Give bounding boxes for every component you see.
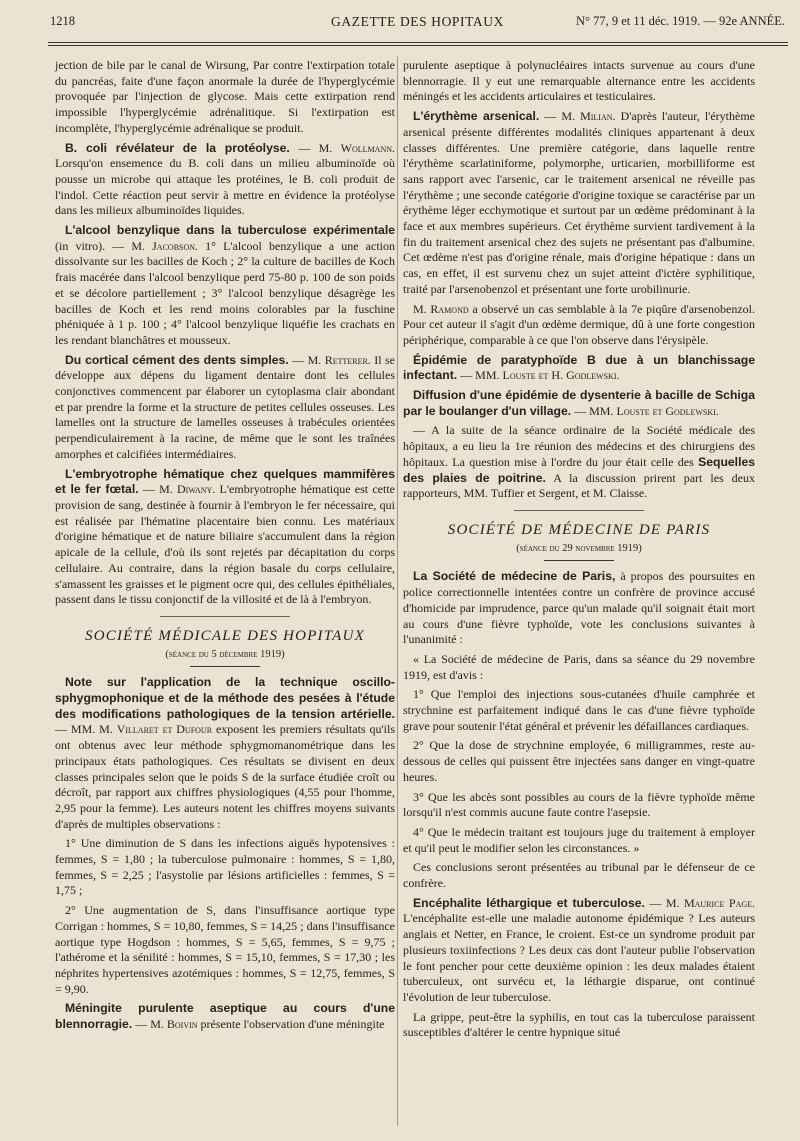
paragraph-text: jection de bile par le canal de Wirsung, Par contre l'extirpation totale du pancréas, faite d'une façon anormale la durée de l'hyperglycémie provoquée par l'injection de glycose. Mais cette extirpation rend impossible l'hyperglycémie adrénalitique. Si l'extirpation est incomplète, l'hyperglycémie adrénalique se produit. [55, 58, 395, 135]
article-author: Louste et Godlewski. [616, 403, 719, 418]
article-paragraph: « La Société de médecine de Paris, dans sa séance du 29 novembre 1919, est d'avis : [403, 651, 755, 682]
paragraph-text: A la discussion prirent part les deux rapporteurs, MM. Tuffier et Sergent, et M. Claisse. [403, 470, 755, 501]
dash: — MM. [457, 368, 503, 383]
article-paragraph: 3° Que les abcès sont possibles au cours de la fièvre typhoïde même lorsqu'il n'est commis aucune faute contre l'asepsie. [403, 789, 755, 820]
paragraph-text: D'après l'auteur, l'érythème arsenical présente différentes modalités cliniques appartenant à deux classes différentes. Une première catégorie, dans laquelle rentre l'érythème scarlatiniforme, polymorphe, urticarien, morbilliforme est sans rapport avec l'arsenic, car le traitement arsenical ne réveille pas l'érythème ; une seconde catégorie d'origine toxique se caractérise par un érythème léger ecchymotique et surtout par un œdème prédominant à la face et aux membres supérieurs. Cet érythème survient tardivement à la fin du traitement arsenical chez des sujets ne présentant pas d'albumine. Cet œdème n'est pas d'origine rénale, mais d'origine hépatique : dans un cas, en effet, il est survenu chez un sujet atteint d'ictère syphilitique, traité par l'arsenobenzol et présentant une forte urobilinurie. [403, 109, 755, 296]
paragraph-text: 1° L'alcool benzylique a une action dissolvante sur les bacilles de Koch ; 2° la culture de bacilles de Koch frais macérée dans l'alcool benzylique perd 75-80 p. 100 de son poids et se décolore partiellement ; 3° l'alcool benzylique désagrège les bacilles de Koch et les rend moins colorables par la fuschine phéniquée à 1 p. 100 ; 4° l'alcool benzylique liquéfie les crachats en les rendant blanchâtres et mousseux. [55, 238, 395, 347]
column-divider [397, 56, 398, 1126]
article-meningite [55, 1001, 395, 1032]
section-session-date: (séance du 5 décembre 1919) [165, 648, 285, 660]
article-heading: Sequelles des plaies de poitrine. [403, 454, 756, 485]
article-continuation [403, 58, 755, 105]
journal-title: GAZETTE DES HOPITAUX [331, 14, 504, 29]
article-societe-medecine [403, 569, 755, 648]
article-author: Retterer. [324, 352, 371, 367]
left-column [55, 58, 395, 1037]
article-erytheme-arsenical [403, 109, 755, 297]
article-b-coli [55, 141, 395, 220]
paragraph-text: L'embryotrophe hématique est cette provision de sang, destinée à fournir à l'embryon le fer nécessaire, qui est réalisée par l'hématine placentaire bien connu. Les matériaux d'origine hématique et de nature biliaire s'accumulent dans la région apicale de la cellule, d'où ils sont rejetés par décapitation du corps cellulaire. Au contraire, dans la région basale du corps cellulaire, s'amassent les graisses et le pigment ocre qui, des cellules épithéliales, passent dans le tissu conjonctif de la villosité et de là à l'embryon. [55, 482, 395, 607]
article-heading: L'érythème arsenical. [413, 109, 540, 124]
article-author: Boivin [166, 1017, 198, 1032]
article-embryotrophe [55, 467, 395, 608]
section-divider [514, 510, 644, 511]
dash: — M. [289, 140, 341, 155]
dash: — M. [644, 895, 684, 910]
section-session-date: (séance du 29 novembre 1919) [516, 542, 642, 554]
dash: — MM. [571, 403, 617, 418]
article-author: M. Ramond [413, 301, 469, 316]
article-paratyphoide [403, 353, 755, 384]
article-author: Villaret et Dufour [116, 722, 213, 737]
article-heading: La Société de médecine de Paris, [413, 569, 616, 584]
article-author: Maurice Page. [683, 895, 756, 910]
article-encephalite [403, 896, 755, 1006]
section-title: SOCIÉTÉ MÉDICALE DES HOPITAUX [85, 627, 365, 644]
header-rule-double [48, 45, 788, 46]
article-continuation [55, 58, 395, 137]
article-cortical-cement [55, 353, 395, 463]
dash: — M. [132, 1017, 167, 1032]
article-oscillo-sphygmo [55, 675, 395, 832]
article-author: Louste et H. Godlewski. [502, 368, 620, 383]
article-author: Wollmann. [340, 140, 395, 155]
paragraph-text: exposent les premiers résultats qu'ils ont obtenus avec leur méthode sphygmomanométrique dans les principaux états pathologiques. Ces résultats se divisent en deux classes principales selon que le poids S de la surface étudiée croît ou décroît, par rapport aux chiffres physiologiques (4,55 pour l'homme, 2,95 pour la femme). Les auteurs notent les chiffres moyens suivants d'après de multiples observations : [55, 722, 395, 831]
article-heading: L'embryotrophe hématique chez quelques mammifères et le fer fœtal. [55, 466, 395, 497]
article-alcool-benzylique [55, 223, 395, 349]
article-heading: Épidémie de paratyphoïde B due à un blanchissage infectant. [403, 352, 755, 383]
paragraph-text: — A la suite de la séance ordinaire de la Société médicale des hôpitaux, a eu lieu la 1re réunion des médecins et des chirurgiens des hôpitaux. La question mise à l'ordre du jour était celle des [403, 423, 755, 469]
section-rule [190, 666, 260, 667]
paragraph-text: à propos des poursuites en police correctionnelle intentées contre un confrère de province accusé d'homicide par imprudence, parce qu'un malade qu'il soignait était mort au cours d'une fièvre typhoïde, vote les conclusions suivantes à l'unanimité : [403, 569, 755, 647]
dash: — MM. M. [55, 722, 117, 737]
article-paragraph [403, 302, 755, 349]
article-heading: Méningite purulente aseptique au cours d'une blennorragie. [55, 1001, 395, 1032]
article-paragraph: Ces conclusions seront présentées au tribunal par le défenseur de ce confrère. [403, 860, 755, 891]
right-column [403, 58, 755, 1045]
paragraph-text: Il se développe aux dépens du ligament dentaire dont les cellules conjonctives commencent par élaborer un cytoplasma clair abondant et par prendre la forme et la structure de petites cellules osseuses. Les lamelles ont la structure de lamelles osseuses à trabécules orientées perpendiculairement à la racine, de même que le sont les traînées amorphes et calcifiées intermédiaires. [55, 352, 396, 461]
issue-info: N° 77, 9 et 11 déc. 1919. — 92e ANNÉE. [575, 14, 785, 28]
paragraph-text: Lorsqu'on ensemence du B. coli dans un milieu albuminoïde où pousse un microbe qui attaque les protéines, le B. coli produit de l'indol. Cette réaction peut servir à mettre en évidence la protéolyse dans les milieux albuminoïdes liquides. [55, 156, 395, 218]
section-rule [544, 560, 614, 561]
section-title: SOCIÉTÉ DE MÉDECINE DE PARIS [447, 521, 711, 538]
article-paragraph [403, 423, 755, 502]
page-number: 1218 [50, 14, 75, 28]
article-heading: L'alcool benzylique dans la tuberculose expérimentale [65, 223, 395, 238]
article-heading: Note sur l'application de la technique oscillo-sphygmophonique et de la méthode des pesées à l'étude des modifications pathologiques de la tension artérielle. [55, 675, 395, 721]
article-paragraph: 1° Une diminution de S dans les infections aiguës hypotensives : femmes, S = 1,80 ; la tuberculose pulmonaire : hommes, S = 1,80, femmes, S = 2,25 ; l'asystolie par lésions artificielles : femmes, S = 1,75 ; [55, 836, 395, 898]
article-heading: B. coli révélateur de la protéolyse. [65, 140, 290, 155]
section-divider [160, 616, 290, 617]
paragraph-text: a observé un cas semblable à la 7e piqûre d'arsenobenzol. Pour cet auteur il s'agit d'un œdème dermique, dû à une forte congestion périphérique, comparable à ce que l'on observe dans l'érysipèle. [403, 301, 755, 347]
article-paragraph: La grippe, peut-être la syphilis, en tout cas la tuberculose paraissent susceptibles d'altérer le centre hypnique situé [403, 1009, 755, 1040]
article-author: Jacobson. [152, 238, 199, 253]
article-heading: Diffusion d'une épidémie de dysenterie à bacille de Schiga par le boulanger d'un village. [403, 388, 755, 418]
paragraph-text: L'encéphalite est-elle une maladie autonome épidémique ? Les auteurs anglais et Netter, en France, le croient. Est-ce un syndrome produit par plusieurs toxiinfections ? Les deux cas dont l'auteur publie l'observation le font pencher pour cette deuxième opinion : les deux malades étaient tuberculeux, ont survécu et, la léthargie disparue, ont continué l'évolution de leur tuberculose. [403, 911, 755, 1004]
article-heading: Encéphalite léthargique et tuberculose. [413, 895, 645, 910]
paragraph-text: présente l'observation d'une méningite [197, 1017, 385, 1032]
article-paragraph: 2° Que la dose de strychnine employée, 6 milligrammes, reste au-dessous de celles qui puissent être injectées sans danger en vingt-quatre heures. [403, 738, 755, 784]
article-paragraph: 4° Que le médecin traitant est toujours juge du traitement à employer et qu'il peut le modifier selon les circonstances. » [403, 824, 755, 855]
header-rule [48, 42, 788, 43]
article-dysenterie [403, 388, 755, 419]
dash: — M. [288, 352, 325, 367]
paragraph-text: purulente aseptique à polynucléaires intacts survenue au cours d'une blennorragie. Il y eut une remarquable alternance entre les accidents méningés et les accidents articulaires et testiculaires. [403, 58, 755, 104]
article-author: Milian. [580, 109, 616, 124]
dash: — M. [539, 109, 581, 124]
dash: (in vitro). — M. [55, 238, 153, 253]
article-paragraph: 2° Une augmentation de S, dans l'insuffisance aortique type Corrigan : hommes, S = 10,80, femmes, S = 14,25 ; dans l'insuffisance aortique type Hogdson : hommes, S = 5,65, femmes, S = 9,75 ; l'athérome et la sénilité : hommes, S = 15,10, femmes, S = 17,30 ; les néphrites hypertensives azotémiques : hommes, S = 12,75, femmes, S = 9,90. [55, 903, 395, 996]
article-paragraph: 1° Que l'emploi des injections sous-cutanées d'huile camphrée et strychnine est parfaitement indiqué dans le cas d'une fièvre typhoïde grave pour soutenir l'état général et prévenir les défaillances cardiaques. [403, 687, 755, 733]
dash: — M. [138, 482, 177, 497]
article-author: Diwany. [176, 482, 216, 497]
article-heading: Du cortical cément des dents simples. [65, 352, 289, 367]
page-header [50, 14, 785, 36]
